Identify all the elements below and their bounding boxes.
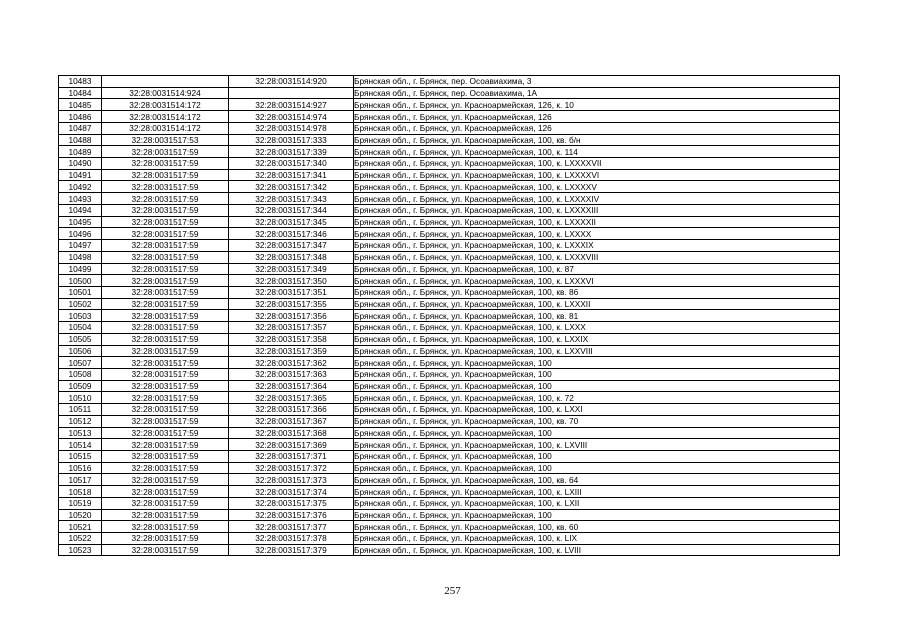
row-number-cell: 10490: [59, 158, 102, 170]
object-cadastral-number-cell: 32:28:0031517:367: [229, 415, 354, 427]
address-cell: Брянская обл., г. Брянск, ул. Красноармейская, 100: [354, 427, 840, 439]
table-row: [59, 322, 840, 334]
table-row: [59, 76, 840, 88]
table-row: [59, 263, 840, 275]
table-row: [59, 368, 840, 380]
cadastral-number-cell: 32:28:0031517:59: [102, 451, 229, 463]
cadastral-number-cell: 32:28:0031517:59: [102, 158, 229, 170]
object-cadastral-number-cell: 32:28:0031517:372: [229, 462, 354, 474]
object-cadastral-number-cell: 32:28:0031517:364: [229, 380, 354, 392]
row-number-cell: 10500: [59, 275, 102, 287]
address-cell: Брянская обл., г. Брянск, ул. Красноармейская, 100, к. LXIII: [354, 486, 840, 498]
table-row: [59, 404, 840, 416]
address-cell: Брянская обл., г. Брянск, ул. Красноармейская, 100, к. LXXX: [354, 322, 840, 334]
table-row: [59, 204, 840, 216]
row-number-cell: 10493: [59, 193, 102, 205]
object-cadastral-number-cell: 32:28:0031517:378: [229, 533, 354, 545]
object-cadastral-number-cell: 32:28:0031517:371: [229, 451, 354, 463]
cadastral-number-cell: 32:28:0031517:59: [102, 181, 229, 193]
table-row: [59, 415, 840, 427]
address-cell: Брянская обл., г. Брянск, ул. Красноармейская, 100, кв. 70: [354, 415, 840, 427]
table-row: [59, 439, 840, 451]
object-cadastral-number-cell: 32:28:0031517:379: [229, 544, 354, 556]
row-number-cell: 10506: [59, 345, 102, 357]
cadastral-number-cell: 32:28:0031517:59: [102, 216, 229, 228]
table-row: [59, 533, 840, 545]
cadastral-number-cell: 32:28:0031514:172: [102, 99, 229, 111]
row-number-cell: 10502: [59, 298, 102, 310]
row-number-cell: 10520: [59, 509, 102, 521]
address-cell: Брянская обл., г. Брянск, ул. Красноармейская, 100, к. LXXXII: [354, 298, 840, 310]
row-number-cell: 10486: [59, 111, 102, 123]
row-number-cell: 10485: [59, 99, 102, 111]
cadastral-number-cell: 32:28:0031514:172: [102, 111, 229, 123]
row-number-cell: 10494: [59, 204, 102, 216]
object-cadastral-number-cell: 32:28:0031517:351: [229, 286, 354, 298]
address-cell: Брянская обл., г. Брянск, ул. Красноармейская, 100, к. LXXXXII: [354, 216, 840, 228]
object-cadastral-number-cell: 32:28:0031517:366: [229, 404, 354, 416]
address-cell: Брянская обл., г. Брянск, пер. Осоавиахима, 3: [354, 76, 840, 88]
object-cadastral-number-cell: 32:28:0031517:343: [229, 193, 354, 205]
row-number-cell: 10516: [59, 462, 102, 474]
address-cell: Брянская обл., г. Брянск, ул. Красноармейская, 100: [354, 357, 840, 369]
cadastral-number-cell: 32:28:0031517:59: [102, 415, 229, 427]
row-number-cell: 10499: [59, 263, 102, 275]
cadastral-number-cell: 32:28:0031517:59: [102, 345, 229, 357]
cadastral-number-cell: 32:28:0031517:59: [102, 404, 229, 416]
table-row: [59, 497, 840, 509]
row-number-cell: 10489: [59, 146, 102, 158]
registry-table: [58, 75, 840, 556]
row-number-cell: 10508: [59, 368, 102, 380]
address-cell: Брянская обл., г. Брянск, ул. Красноармейская, 100, к. LXXI: [354, 404, 840, 416]
table-row: [59, 509, 840, 521]
object-cadastral-number-cell: 32:28:0031517:357: [229, 322, 354, 334]
address-cell: Брянская обл., г. Брянск, ул. Красноармейская, 126, к. 10: [354, 99, 840, 111]
object-cadastral-number-cell: 32:28:0031517:362: [229, 357, 354, 369]
cadastral-number-cell: 32:28:0031517:59: [102, 275, 229, 287]
object-cadastral-number-cell: 32:28:0031517:369: [229, 439, 354, 451]
table-row: [59, 111, 840, 123]
object-cadastral-number-cell: 32:28:0031517:345: [229, 216, 354, 228]
object-cadastral-number-cell: 32:28:0031517:350: [229, 275, 354, 287]
address-cell: Брянская обл., г. Брянск, ул. Красноармейская, 100, к. LVIII: [354, 544, 840, 556]
object-cadastral-number-cell: 32:28:0031517:342: [229, 181, 354, 193]
row-number-cell: 10518: [59, 486, 102, 498]
row-number-cell: 10483: [59, 76, 102, 88]
cadastral-number-cell: 32:28:0031517:59: [102, 544, 229, 556]
cadastral-number-cell: 32:28:0031517:59: [102, 497, 229, 509]
object-cadastral-number-cell: 32:28:0031514:974: [229, 111, 354, 123]
table-row: [59, 158, 840, 170]
cadastral-number-cell: 32:28:0031517:59: [102, 204, 229, 216]
page-number: 257: [444, 585, 461, 597]
row-number-cell: 10509: [59, 380, 102, 392]
table-row: [59, 544, 840, 556]
cadastral-number-cell: 32:28:0031517:59: [102, 474, 229, 486]
address-cell: Брянская обл., г. Брянск, ул. Красноармейская, 100, к. LXXVIII: [354, 345, 840, 357]
row-number-cell: 10515: [59, 451, 102, 463]
address-cell: Брянская обл., г. Брянск, ул. Красноармейская, 100, к. 72: [354, 392, 840, 404]
table-row: [59, 451, 840, 463]
address-cell: Брянская обл., г. Брянск, ул. Красноармейская, 100, к. LIX: [354, 533, 840, 545]
address-cell: Брянская обл., г. Брянск, ул. Красноармейская, 100, к. 114: [354, 146, 840, 158]
table-row: [59, 392, 840, 404]
row-number-cell: 10514: [59, 439, 102, 451]
table-row: [59, 474, 840, 486]
cadastral-number-cell: 32:28:0031517:59: [102, 521, 229, 533]
row-number-cell: 10492: [59, 181, 102, 193]
table-row: [59, 521, 840, 533]
table-row: [59, 169, 840, 181]
address-cell: Брянская обл., г. Брянск, ул. Красноармейская, 100, к. LXXXX: [354, 228, 840, 240]
row-number-cell: 10495: [59, 216, 102, 228]
row-number-cell: 10513: [59, 427, 102, 439]
address-cell: Брянская обл., г. Брянск, ул. Красноармейская, 100, кв. 64: [354, 474, 840, 486]
address-cell: Брянская обл., г. Брянск, ул. Красноармейская, 100, к. LXXXVIII: [354, 251, 840, 263]
object-cadastral-number-cell: 32:28:0031517:346: [229, 228, 354, 240]
row-number-cell: 10512: [59, 415, 102, 427]
address-cell: Брянская обл., г. Брянск, ул. Красноармейская, 100, к. LXXXXVI: [354, 169, 840, 181]
object-cadastral-number-cell: 32:28:0031517:376: [229, 509, 354, 521]
table-row: [59, 240, 840, 252]
row-number-cell: 10517: [59, 474, 102, 486]
address-cell: Брянская обл., г. Брянск, ул. Красноармейская, 100, к. LXXXXVII: [354, 158, 840, 170]
object-cadastral-number-cell: 32:28:0031517:368: [229, 427, 354, 439]
table-row: [59, 345, 840, 357]
cadastral-number-cell: 32:28:0031517:59: [102, 509, 229, 521]
address-cell: Брянская обл., г. Брянск, ул. Красноармейская, 100, к. LXVIII: [354, 439, 840, 451]
cadastral-number-cell: 32:28:0031517:59: [102, 380, 229, 392]
object-cadastral-number-cell: 32:28:0031517:339: [229, 146, 354, 158]
table-row: [59, 87, 840, 99]
table-row: [59, 181, 840, 193]
address-cell: Брянская обл., г. Брянск, ул. Красноармейская, 100, к. LXXXXIII: [354, 204, 840, 216]
object-cadastral-number-cell: 32:28:0031517:341: [229, 169, 354, 181]
cadastral-number-cell: 32:28:0031517:53: [102, 134, 229, 146]
row-number-cell: 10511: [59, 404, 102, 416]
cadastral-number-cell: 32:28:0031517:59: [102, 286, 229, 298]
object-cadastral-number-cell: 32:28:0031517:374: [229, 486, 354, 498]
address-cell: Брянская обл., г. Брянск, ул. Красноармейская, 100, к. LXXXVI: [354, 275, 840, 287]
object-cadastral-number-cell: 32:28:0031514:927: [229, 99, 354, 111]
table-row: [59, 134, 840, 146]
row-number-cell: 10522: [59, 533, 102, 545]
row-number-cell: 10488: [59, 134, 102, 146]
cadastral-number-cell: 32:28:0031517:59: [102, 486, 229, 498]
object-cadastral-number-cell: 32:28:0031517:347: [229, 240, 354, 252]
row-number-cell: 10497: [59, 240, 102, 252]
cadastral-number-cell: 32:28:0031517:59: [102, 240, 229, 252]
table-row: [59, 122, 840, 134]
table-row: [59, 216, 840, 228]
object-cadastral-number-cell: 32:28:0031517:355: [229, 298, 354, 310]
cadastral-number-cell: 32:28:0031517:59: [102, 392, 229, 404]
table-row: [59, 251, 840, 263]
table-row: [59, 380, 840, 392]
row-number-cell: 10496: [59, 228, 102, 240]
object-cadastral-number-cell: 32:28:0031517:333: [229, 134, 354, 146]
table-row: [59, 193, 840, 205]
table-row: [59, 427, 840, 439]
address-cell: Брянская обл., г. Брянск, ул. Красноармейская, 100: [354, 368, 840, 380]
table-row: [59, 275, 840, 287]
row-number-cell: 10510: [59, 392, 102, 404]
cadastral-number-cell: 32:28:0031514:172: [102, 122, 229, 134]
cadastral-number-cell: 32:28:0031517:59: [102, 439, 229, 451]
object-cadastral-number-cell: 32:28:0031517:375: [229, 497, 354, 509]
address-cell: Брянская обл., г. Брянск, ул. Красноармейская, 100, к. 87: [354, 263, 840, 275]
object-cadastral-number-cell: 32:28:0031517:340: [229, 158, 354, 170]
address-cell: Брянская обл., г. Брянск, ул. Красноармейская, 100, к. LXXXIX: [354, 240, 840, 252]
row-number-cell: 10484: [59, 87, 102, 99]
table-row: [59, 310, 840, 322]
table-row: [59, 286, 840, 298]
row-number-cell: 10519: [59, 497, 102, 509]
object-cadastral-number-cell: 32:28:0031517:373: [229, 474, 354, 486]
row-number-cell: 10487: [59, 122, 102, 134]
cadastral-number-cell: 32:28:0031517:59: [102, 368, 229, 380]
object-cadastral-number-cell: 32:28:0031514:978: [229, 122, 354, 134]
cadastral-number-cell: 32:28:0031517:59: [102, 427, 229, 439]
table-row: [59, 228, 840, 240]
cadastral-number-cell: [102, 76, 229, 88]
row-number-cell: 10504: [59, 322, 102, 334]
address-cell: Брянская обл., г. Брянск, ул. Красноармейская, 126: [354, 122, 840, 134]
table-row: [59, 298, 840, 310]
cadastral-number-cell: 32:28:0031517:59: [102, 333, 229, 345]
cadastral-number-cell: 32:28:0031517:59: [102, 298, 229, 310]
table-row: [59, 462, 840, 474]
object-cadastral-number-cell: 32:28:0031517:365: [229, 392, 354, 404]
object-cadastral-number-cell: 32:28:0031517:348: [229, 251, 354, 263]
cadastral-number-cell: 32:28:0031517:59: [102, 146, 229, 158]
cadastral-number-cell: 32:28:0031517:59: [102, 193, 229, 205]
cadastral-number-cell: 32:28:0031517:59: [102, 263, 229, 275]
object-cadastral-number-cell: [229, 87, 354, 99]
object-cadastral-number-cell: 32:28:0031517:356: [229, 310, 354, 322]
cadastral-number-cell: 32:28:0031517:59: [102, 251, 229, 263]
address-cell: Брянская обл., г. Брянск, ул. Красноармейская, 100, к. LXXXXV: [354, 181, 840, 193]
object-cadastral-number-cell: 32:28:0031517:377: [229, 521, 354, 533]
cadastral-number-cell: 32:28:0031517:59: [102, 310, 229, 322]
object-cadastral-number-cell: 32:28:0031517:363: [229, 368, 354, 380]
row-number-cell: 10521: [59, 521, 102, 533]
table-row: [59, 357, 840, 369]
address-cell: Брянская обл., г. Брянск, ул. Красноармейская, 126: [354, 111, 840, 123]
address-cell: Брянская обл., г. Брянск, ул. Красноармейская, 100: [354, 509, 840, 521]
table-row: [59, 99, 840, 111]
address-cell: Брянская обл., г. Брянск, ул. Красноармейская, 100, кв. б/н: [354, 134, 840, 146]
object-cadastral-number-cell: 32:28:0031517:344: [229, 204, 354, 216]
cadastral-number-cell: 32:28:0031517:59: [102, 462, 229, 474]
address-cell: Брянская обл., г. Брянск, ул. Красноармейская, 100: [354, 462, 840, 474]
cadastral-number-cell: 32:28:0031517:59: [102, 322, 229, 334]
object-cadastral-number-cell: 32:28:0031517:358: [229, 333, 354, 345]
address-cell: Брянская обл., г. Брянск, ул. Красноармейская, 100, кв. 86: [354, 286, 840, 298]
cadastral-number-cell: 32:28:0031517:59: [102, 169, 229, 181]
address-cell: Брянская обл., г. Брянск, ул. Красноармейская, 100, кв. 60: [354, 521, 840, 533]
address-cell: Брянская обл., г. Брянск, ул. Красноармейская, 100, кв. 81: [354, 310, 840, 322]
row-number-cell: 10505: [59, 333, 102, 345]
address-cell: Брянская обл., г. Брянск, ул. Красноармейская, 100, к. LXXIX: [354, 333, 840, 345]
table-row: [59, 146, 840, 158]
address-cell: Брянская обл., г. Брянск, ул. Красноармейская, 100, к. LXXXXIV: [354, 193, 840, 205]
row-number-cell: 10501: [59, 286, 102, 298]
address-cell: Брянская обл., г. Брянск, ул. Красноармейская, 100: [354, 451, 840, 463]
object-cadastral-number-cell: 32:28:0031517:359: [229, 345, 354, 357]
registry-table-body: [59, 76, 840, 556]
cadastral-number-cell: 32:28:0031517:59: [102, 357, 229, 369]
object-cadastral-number-cell: 32:28:0031514:920: [229, 76, 354, 88]
table-row: [59, 333, 840, 345]
row-number-cell: 10491: [59, 169, 102, 181]
row-number-cell: 10498: [59, 251, 102, 263]
row-number-cell: 10523: [59, 544, 102, 556]
row-number-cell: 10507: [59, 357, 102, 369]
address-cell: Брянская обл., г. Брянск, ул. Красноармейская, 100: [354, 380, 840, 392]
object-cadastral-number-cell: 32:28:0031517:349: [229, 263, 354, 275]
cadastral-number-cell: 32:28:0031517:59: [102, 228, 229, 240]
row-number-cell: 10503: [59, 310, 102, 322]
table-row: [59, 486, 840, 498]
address-cell: Брянская обл., г. Брянск, пер. Осоавиахима, 1А: [354, 87, 840, 99]
cadastral-number-cell: 32:28:0031517:59: [102, 533, 229, 545]
cadastral-number-cell: 32:28:0031514:924: [102, 87, 229, 99]
address-cell: Брянская обл., г. Брянск, ул. Красноармейская, 100, к. LXII: [354, 497, 840, 509]
